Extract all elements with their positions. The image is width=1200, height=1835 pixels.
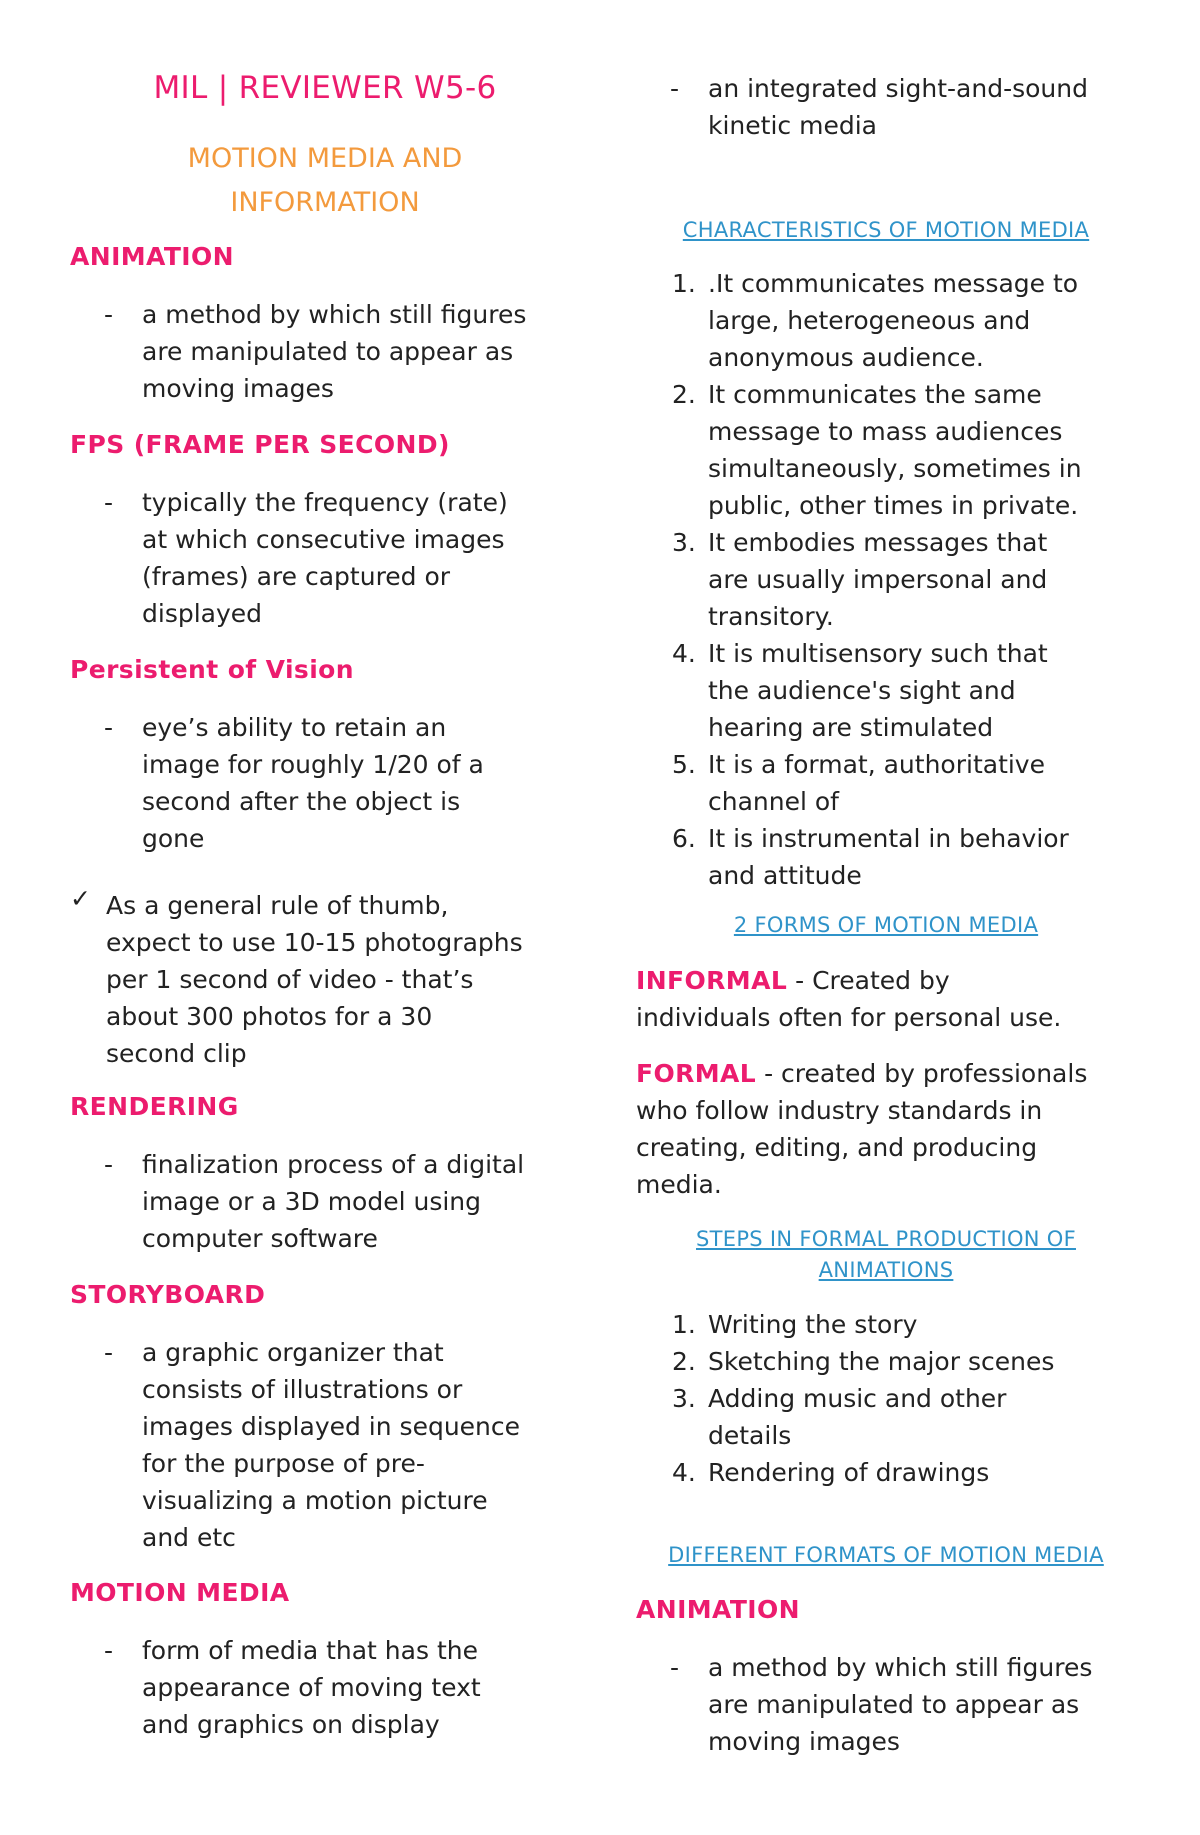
text-line: visualizing a motion picture (142, 1486, 488, 1515)
text-line: typically the frequency (rate) (142, 488, 508, 517)
heading-line: ANIMATIONS (818, 1258, 954, 1282)
heading-characteristics: CHARACTERISTICS OF MOTION MEDIA (682, 218, 1090, 242)
list-item (708, 746, 1045, 820)
list-number: 3. (672, 528, 696, 557)
text-line (636, 962, 1136, 999)
text-line: a graphic organizer that (142, 1338, 444, 1367)
list-item (708, 524, 1047, 635)
text-line: are usually impersonal and (708, 565, 1048, 594)
list-number: 4. (672, 1458, 696, 1487)
text-line: at which consecutive images (142, 525, 505, 554)
text-line: images displayed in sequence (142, 1412, 521, 1441)
bullet-dash: - (104, 1636, 114, 1665)
text-line: creating, editing, and producing (636, 1133, 1038, 1162)
text-line: .It communicates message to (708, 269, 1079, 298)
text-line: public, other times in private. (708, 491, 1079, 520)
text-line: computer software (142, 1224, 378, 1253)
text-line: message to mass audiences (708, 417, 1063, 446)
text-line (636, 1055, 1136, 1092)
list-number: 2. (672, 1347, 696, 1376)
definition-persistent-of-vision (142, 709, 484, 857)
checkmark-icon: ✓ (70, 884, 91, 913)
list-number: 3. (672, 1384, 696, 1413)
text-line: second clip (106, 1039, 247, 1068)
text-line: who follow industry standards in (636, 1096, 1043, 1125)
text-line: a method by which still figures (142, 300, 527, 329)
text-line: and graphics on display (142, 1710, 440, 1739)
heading-persistent-of-vision: Persistent of Vision (70, 655, 354, 684)
text-line: gone (142, 824, 205, 853)
text-line: are manipulated to appear as (142, 337, 514, 366)
heading-animation: ANIMATION (70, 242, 234, 271)
text-line: and attitude (708, 861, 862, 890)
list-item: Writing the story (708, 1310, 918, 1339)
bullet-dash: - (104, 1150, 114, 1179)
rule-of-thumb-note (106, 887, 576, 1072)
text-line: displayed (142, 599, 263, 628)
text-line: per 1 second of video - that’s (106, 965, 474, 994)
text-line: Adding music and other (708, 1384, 1007, 1413)
heading-line: STEPS IN FORMAL PRODUCTION OF (696, 1227, 1076, 1251)
bullet-dash: - (104, 1338, 114, 1367)
definition-storyboard (142, 1334, 520, 1556)
text-line: eye’s ability to retain an (142, 713, 447, 742)
list-item: Rendering of drawings (708, 1458, 990, 1487)
text-line: expect to use 10-15 photographs (106, 928, 523, 957)
text-line: and etc (142, 1523, 236, 1552)
text-line: channel of (708, 787, 839, 816)
text-line: image or a 3D model using (142, 1187, 482, 1216)
text-line: It is multisensory such that (708, 639, 1048, 668)
text-line: hearing are stimulated (708, 713, 994, 742)
list-item (708, 635, 1048, 746)
heading-rendering: RENDERING (70, 1092, 239, 1121)
list-number: 1. (672, 269, 696, 298)
text-line: appearance of moving text (142, 1673, 481, 1702)
text-line: simultaneously, sometimes in (708, 454, 1082, 483)
text-line: consists of illustrations or (142, 1375, 463, 1404)
text-line: large, heterogeneous and (708, 306, 1031, 335)
list-item: Sketching the major scenes (708, 1347, 1055, 1376)
text-line: It embodies messages that (708, 528, 1048, 557)
formal-label: FORMAL (636, 1059, 757, 1088)
text-line: kinetic media (708, 111, 877, 140)
bullet-dash: - (104, 488, 114, 517)
list-item (708, 1380, 1006, 1454)
list-number: 4. (672, 639, 696, 668)
text-line: details (708, 1421, 792, 1450)
text-line: finalization process of a digital (142, 1150, 525, 1179)
text-line: media. (636, 1170, 722, 1199)
heading-fps: FPS (FRAME PER SECOND) (70, 430, 450, 459)
heading-storyboard: STORYBOARD (70, 1280, 266, 1309)
text-line: about 300 photos for a 30 (106, 1002, 433, 1031)
definition-motion-media (142, 1632, 481, 1743)
list-item (708, 265, 1078, 376)
text-line: second after the object is (142, 787, 461, 816)
list-item (708, 820, 1069, 894)
heading-motion-media: MOTION MEDIA (70, 1578, 290, 1607)
text-line: transitory. (708, 602, 834, 631)
text-line: It is instrumental in behavior (708, 824, 1069, 853)
text-line: form of media that has the (142, 1636, 478, 1665)
text-line: It is a format, authoritative (708, 750, 1045, 779)
list-number: 5. (672, 750, 696, 779)
definition-fps (142, 484, 508, 632)
bullet-dash: - (104, 300, 114, 329)
text-line: image for roughly 1/20 of a (142, 750, 484, 779)
text-line: are manipulated to appear as (708, 1690, 1080, 1719)
text-line: anonymous audience. (708, 343, 984, 372)
list-item (708, 376, 1082, 524)
text-line: the audience's sight and (708, 676, 1016, 705)
formal-definition (636, 1055, 1136, 1203)
informal-label: INFORMAL (636, 966, 788, 995)
bullet-dash: - (670, 74, 680, 103)
bullet-dash: - (670, 1653, 680, 1682)
list-number: 6. (672, 824, 696, 853)
text-line: moving images (142, 374, 334, 403)
page-subtitle (70, 137, 580, 225)
list-number: 2. (672, 380, 696, 409)
text-line: for the purpose of pre- (142, 1449, 425, 1478)
text-span: - Created by (787, 966, 950, 995)
text-line: It communicates the same (708, 380, 1042, 409)
page-title: MIL | REVIEWER W5-6 (153, 70, 497, 106)
definition-animation-format (708, 1649, 1092, 1760)
text-line: (frames) are captured or (142, 562, 451, 591)
list-number: 1. (672, 1310, 696, 1339)
heading-formats: DIFFERENT FORMATS OF MOTION MEDIA (668, 1543, 1104, 1567)
page-subtitle-line-2: INFORMATION (230, 187, 420, 218)
text-line: As a general rule of thumb, (106, 891, 449, 920)
text-span: - created by professionals (756, 1059, 1088, 1088)
text-line: an integrated sight-and-sound (708, 74, 1088, 103)
heading-forms: 2 FORMS OF MOTION MEDIA (733, 913, 1039, 937)
page-subtitle-line-1: MOTION MEDIA AND (187, 143, 463, 174)
definition-animation (142, 296, 526, 407)
text-line: moving images (708, 1727, 900, 1756)
text-line: a method by which still figures (708, 1653, 1093, 1682)
bullet-dash: - (104, 713, 114, 742)
definition-rendering (142, 1146, 524, 1257)
informal-definition (636, 962, 1136, 1036)
heading-animation-format: ANIMATION (636, 1595, 800, 1624)
definition-continued (708, 70, 1088, 144)
heading-steps (636, 1224, 1136, 1286)
text-line: individuals often for personal use. (636, 1003, 1062, 1032)
